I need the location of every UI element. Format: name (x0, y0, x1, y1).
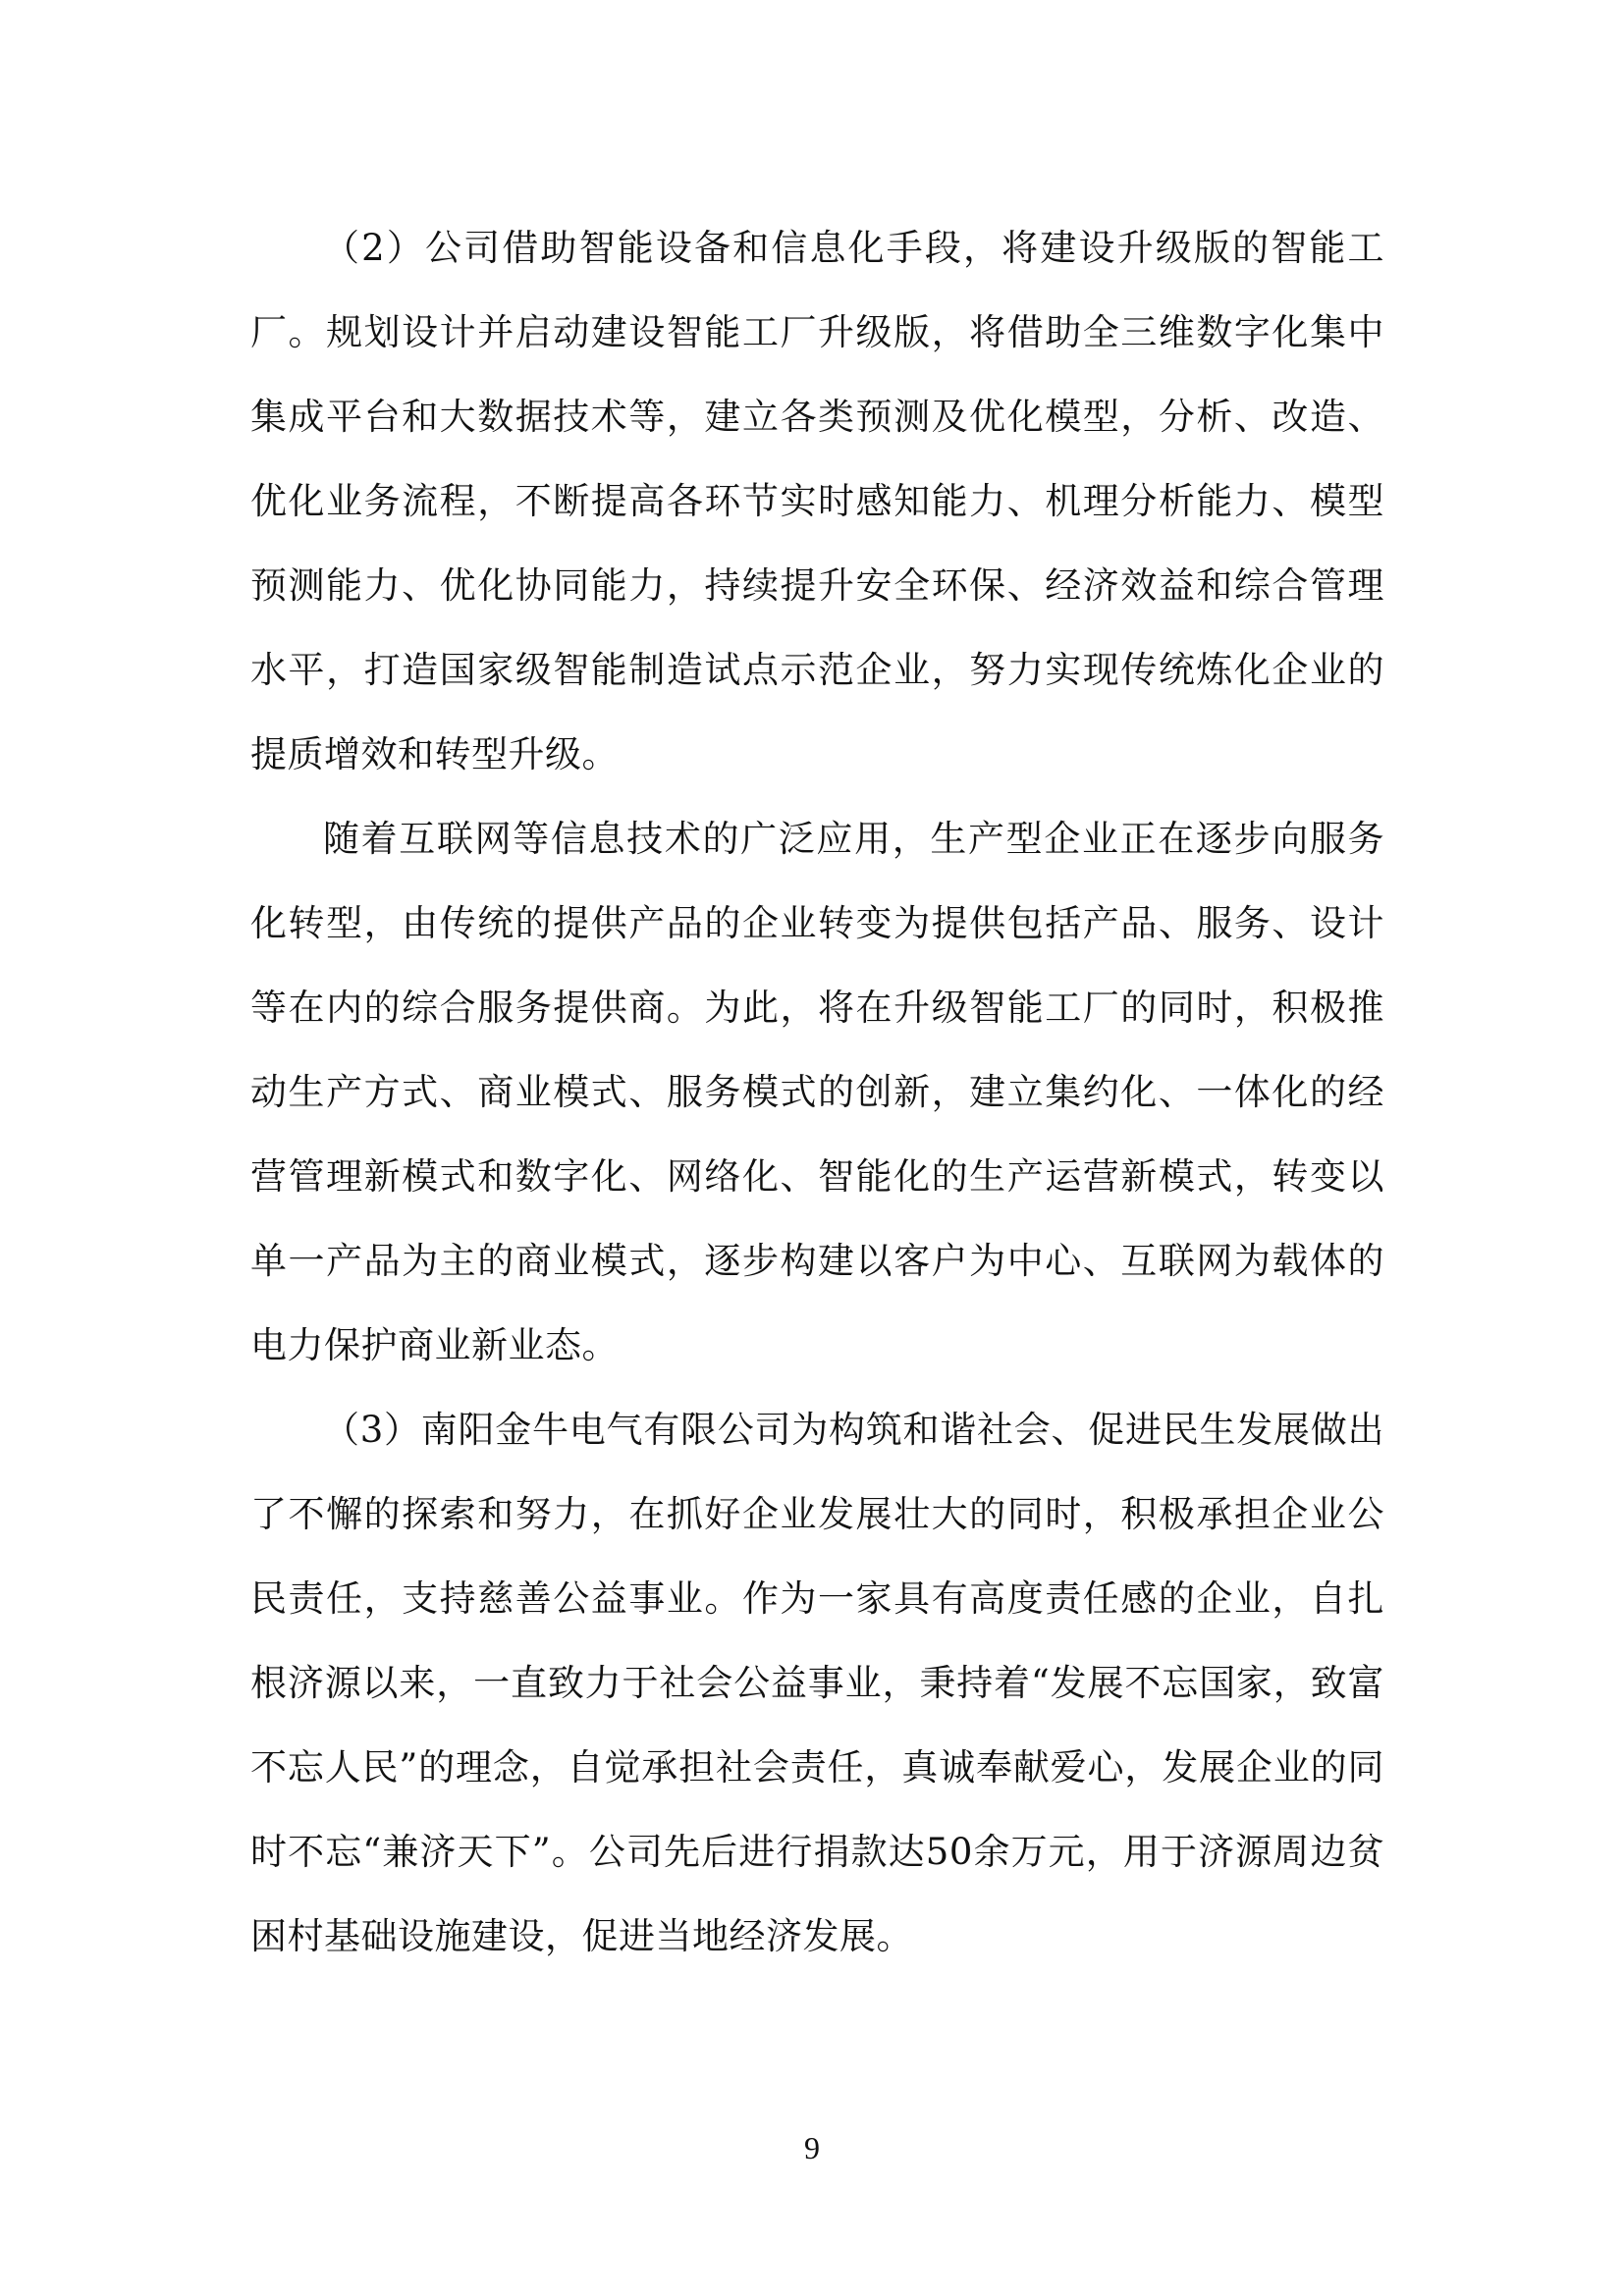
paragraph-social-responsibility: （3）南阳金牛电气有限公司为构筑和谐社会、促进民生发展做出了不懈的探索和努力，在抓好企业发展壮大的同时，积极承担企业公民责任，支持慈善公益事业。作为一家具有高度责任感的企业，自扎根济源以来，一直致力于社会公益事业，秉持着“发展不忘国家，致富不忘人民”的理念，自觉承担社会责任，真诚奉献爱心，发展企业的同时不忘“兼济天下”。公司先后进行捐款达50余万元，用于济源周边贫困村基础设施建设，促进当地经济发展。 (250, 1409, 1384, 1957)
paragraph-service-transformation: 随着互联网等信息技术的广泛应用，生产型企业正在逐步向服务化转型，由传统的提供产品的企业转变为提供包括产品、服务、设计等在内的综合服务提供商。为此，将在升级智能工厂的同时，积极推动生产方式、商业模式、服务模式的创新，建立集约化、一体化的经营管理新模式和数字化、网络化、智能化的生产运营新模式，转变以单一产品为主的商业模式，逐步构建以客户为中心、互联网为载体的电力保护商业新业态。 (250, 818, 1384, 1366)
page-number: 9 (804, 2130, 820, 2165)
body-text (250, 206, 1384, 1979)
paragraph-smart-factory: （2）公司借助智能设备和信息化手段，将建设升级版的智能工厂。规划设计并启动建设智能工厂升级版，将借助全三维数字化集中集成平台和大数据技术等，建立各类预测及优化模型，分析、改造、优化业务流程，不断提高各环节实时感知能力、机理分析能力、模型预测能力、优化协同能力，持续提升安全环保、经济效益和综合管理水平，打造国家级智能制造试点示范企业，努力实现传统炼化企业的提质增效和转型升级。 (250, 227, 1384, 775)
